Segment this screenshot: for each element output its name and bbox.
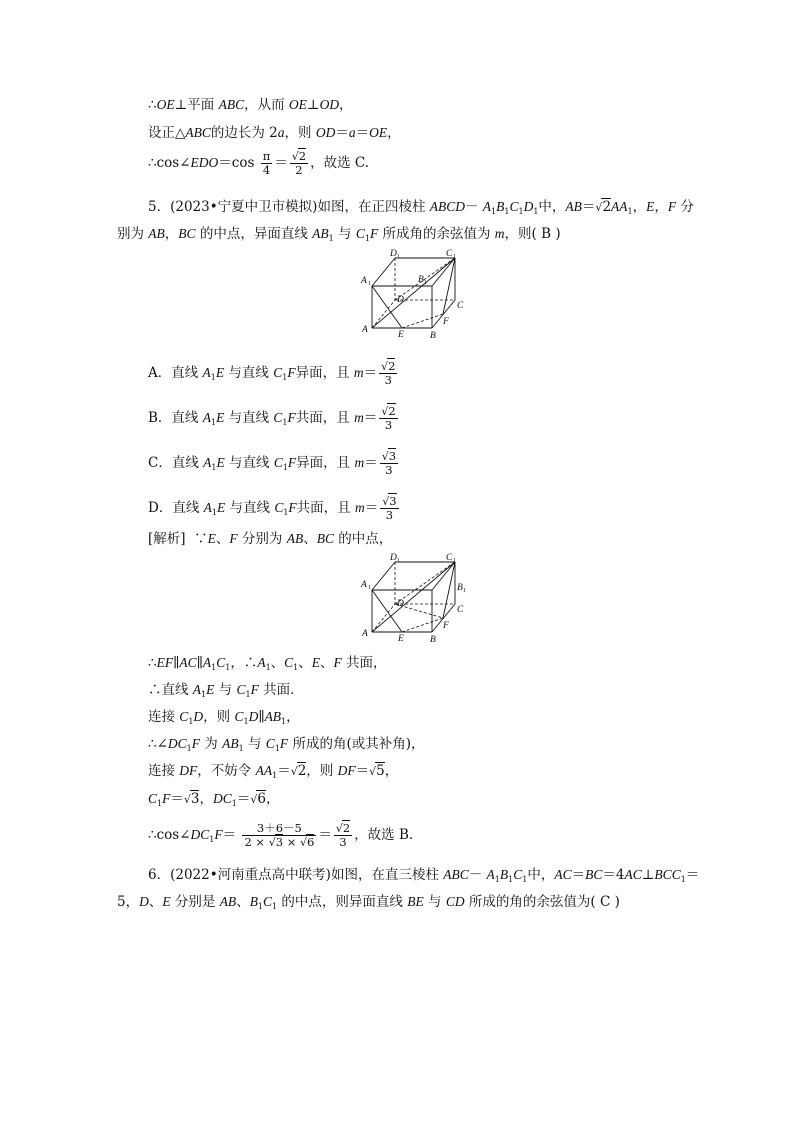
svg-text:1: 1 xyxy=(453,558,456,564)
question-5-line-2: 别为 AB，BC 的中点，异面直线 $AB_1$ 与 $C_1F$ 所成角的余弦值为 m，则( B ) xyxy=(117,226,561,243)
prism-figure-2 xyxy=(360,552,470,647)
option-c: C．直线 $A_1E$ 与直线 $C_1F$异面，且 m＝ $\frac{√3}{3}$ xyxy=(148,449,397,477)
option-d: D．直线 $A_1E$ 与直线 $C_1F$共面，且 m＝ $\frac{√3}{3}$ xyxy=(148,494,397,522)
solution-line: 连接 $C_1D$，则 $C_1D\parallel AB_1$， xyxy=(148,709,300,726)
solution-line: ∴直线 $A_1E$ 与 $C_1F$ 共面． xyxy=(148,682,304,699)
svg-text:1: 1 xyxy=(453,254,456,260)
label-D: D xyxy=(397,295,404,305)
analysis-line: [解析] ∵E、F 分别为 AB、BC 的中点， xyxy=(148,531,393,547)
fraction: $\frac{3+6-5}{2 \times √3 \times √6}$ xyxy=(244,821,315,849)
question-5-line-1: 5．(2023•宁夏中卫市模拟)如图，在正四棱柱 ABCD－ $A_1B_1C_1D_1$中，$AB=√2AA_1$，E，F 分 xyxy=(148,199,694,216)
label-B1: B xyxy=(418,275,424,285)
label-F: F xyxy=(443,621,449,631)
fraction: $\frac{\pi}{4}$ xyxy=(262,149,271,177)
label-C1: C xyxy=(446,249,453,259)
fraction: $\frac{√2}{3}$ xyxy=(335,821,351,849)
label-C1: C xyxy=(446,553,453,563)
label-D1: D xyxy=(390,249,397,259)
text-line: ∴OE⊥平面 ABC，从而 OE⊥OD， xyxy=(148,97,353,113)
solution-line: $C_1F=√3$，$DC_1=√6$， xyxy=(148,791,280,808)
question-6-line-1: 6．(2022•河南重点高中联考)如图，在直三棱柱 $ABC- A_1B_1C_1$中，$AC=BC=4AC\perp BCC_1=$ xyxy=(148,867,700,884)
label-B1: B xyxy=(457,583,463,593)
question-6-line-2: 5，D、E 分别是 AB、$B_1C_1$ 的中点，则异面直线 BE 与 CD 所成的角的余弦值为( C ) xyxy=(117,894,620,911)
option-b: B．直线 $A_1E$ 与直线 $C_1F$共面，且 m＝ $\frac{√2}{3}$ xyxy=(148,404,396,432)
prism-diagram xyxy=(360,552,470,647)
prism-diagram xyxy=(360,248,470,343)
fraction: $\frac{√2}{2}$ xyxy=(291,149,307,177)
label-F: F xyxy=(443,317,449,327)
svg-text:1: 1 xyxy=(368,585,371,591)
label-D1: D xyxy=(390,553,397,563)
text-line: 设正△ABC的边长为 2a，则 OD＝a＝OE， xyxy=(148,125,401,141)
analysis-tag: [解析] xyxy=(148,531,186,547)
prism-figure-1 xyxy=(360,248,470,343)
svg-text:1: 1 xyxy=(397,254,400,260)
formula-line: ∴cos∠EDO＝cos $\frac{\pi}{4}$ ＝ $\frac{√2}{2}$ ，故选 C. xyxy=(148,149,370,177)
label-D: D xyxy=(397,599,404,609)
svg-text:1: 1 xyxy=(397,558,400,564)
label-A: A xyxy=(362,325,368,335)
label-B: B xyxy=(430,635,436,645)
option-a: A．直线 $A_1E$ 与直线 $C_1F$异面，且 m＝ $\frac{√2}{3}$ xyxy=(148,359,396,387)
label-C: C xyxy=(457,605,464,615)
label-A1: A xyxy=(361,276,367,286)
label-E: E xyxy=(398,330,404,340)
label-A1: A xyxy=(361,580,367,590)
formula-line: $\therefore\cos\angle DC_1F=$ $\frac{3+6-5}{2 \times √3 \times √6}$ ＝ $\frac{√2}{3}$ ，故选 B. xyxy=(148,821,414,849)
svg-text:1: 1 xyxy=(424,280,427,286)
solution-line: $\therefore\angle DC_1F$ 为 $AB_1$ 与 $C_1F$ 所成的角(或其补角)， xyxy=(148,736,425,753)
solution-line: $\therefore EF\parallel AC\parallel A_1C_1$，$\therefore A_1$、$C_1$、E、F 共面， xyxy=(148,655,387,672)
label-C: C xyxy=(457,301,464,311)
label-E: E xyxy=(398,634,404,644)
solution-line: 连接 DF，不妨令 $AA_1=√2$，则 DF＝√5， xyxy=(148,763,399,780)
svg-text:1: 1 xyxy=(463,588,466,594)
svg-text:1: 1 xyxy=(368,281,371,287)
label-A: A xyxy=(362,629,368,639)
label-B: B xyxy=(430,331,436,341)
